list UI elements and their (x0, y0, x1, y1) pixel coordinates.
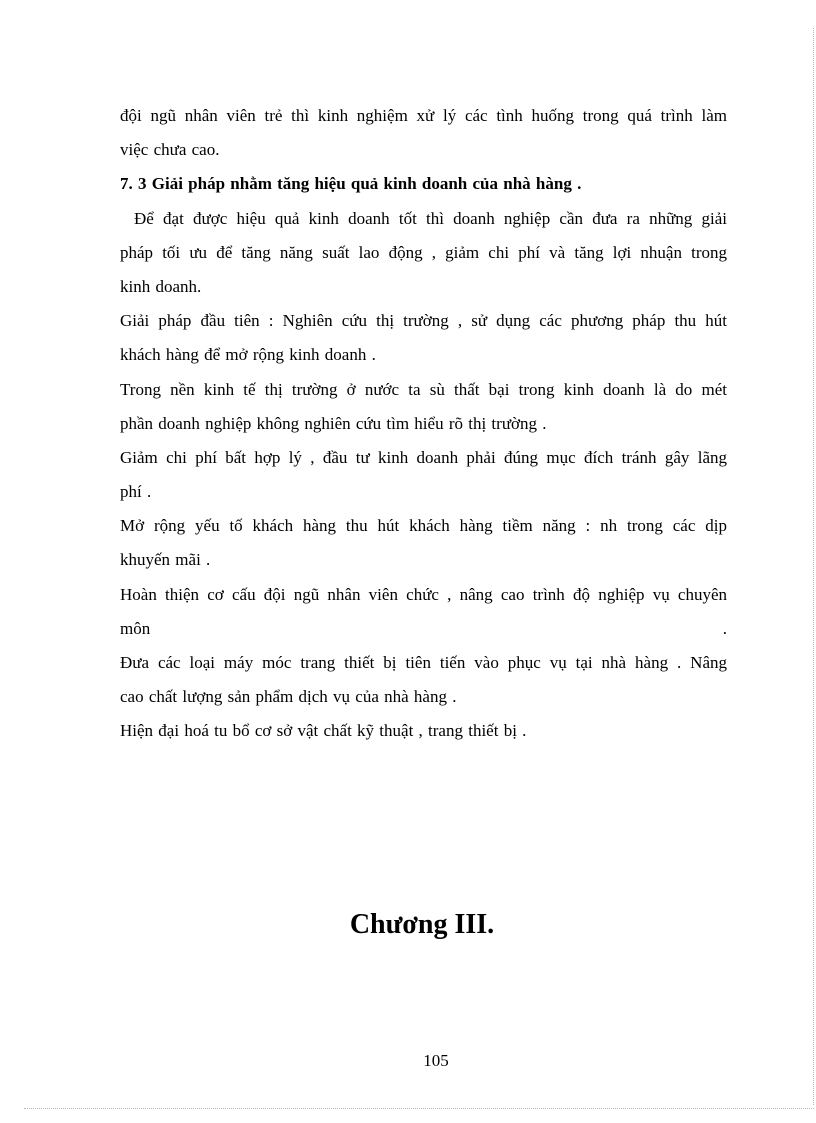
text-fragment: môn (120, 618, 151, 638)
chapter-title: Chương III. (349, 909, 495, 940)
page-number: 105 (423, 1051, 449, 1070)
text-line: phí . (120, 482, 152, 502)
text-line (120, 612, 727, 646)
text-line: Mở rộng yếu tố khách hàng thu hút khách hàng tiềm năng : nh trong các dịp (120, 516, 727, 536)
text-line: khách hàng để mở rộng kinh doanh . (120, 345, 376, 365)
text-line: khuyến mãi . (120, 550, 211, 570)
section-heading: 7. 3 Giải pháp nhằm tăng hiệu quả kinh doanh của nhà hàng . (120, 174, 582, 194)
text-line: Hoàn thiện cơ cấu đội ngũ nhân viên chức , nâng cao trình độ nghiệp vụ chuyên (120, 584, 727, 604)
text-line: Để đạt được hiệu quả kinh doanh tốt thì doanh nghiệp cần đưa ra những giải (134, 208, 727, 228)
text-line: pháp tối ưu để tăng năng suất lao động , giảm chi phí và tăng lợi nhuận trong (120, 242, 727, 262)
text-line: Giảm chi phí bất hợp lý , đầu tư kinh doanh phải đúng mục đích tránh gây lãng (120, 447, 727, 467)
text-line: việc chưa cao. (120, 140, 220, 160)
body-text (120, 99, 727, 749)
page-border-bottom (24, 1108, 814, 1109)
text-line: phần doanh nghiệp không nghiên cứu tìm hiểu rõ thị trường . (120, 413, 547, 433)
text-line: Giải pháp đầu tiên : Nghiên cứu thị trường , sử dụng các phương pháp thu hút (120, 311, 727, 331)
text-line: Đưa các loại máy móc trang thiết bị tiên tiến vào phục vụ tại nhà hàng . Nâng (120, 653, 727, 672)
text-line: Trong nền kinh tế thị trường ở nước ta sù thất bại trong kinh doanh là do mét (120, 379, 727, 399)
text-fragment: . (722, 618, 727, 638)
text-line: kinh doanh. (120, 276, 202, 296)
text-line: cao chất lượng sản phẩm dịch vụ của nhà hàng . (120, 687, 457, 707)
text-line: đội ngũ nhân viên trẻ thì kinh nghiệm xử lý các tình huống trong quá trình làm (120, 106, 727, 125)
text-line: Hiện đại hoá tu bổ cơ sở vật chất kỹ thuật , trang thiết bị . (120, 721, 527, 741)
